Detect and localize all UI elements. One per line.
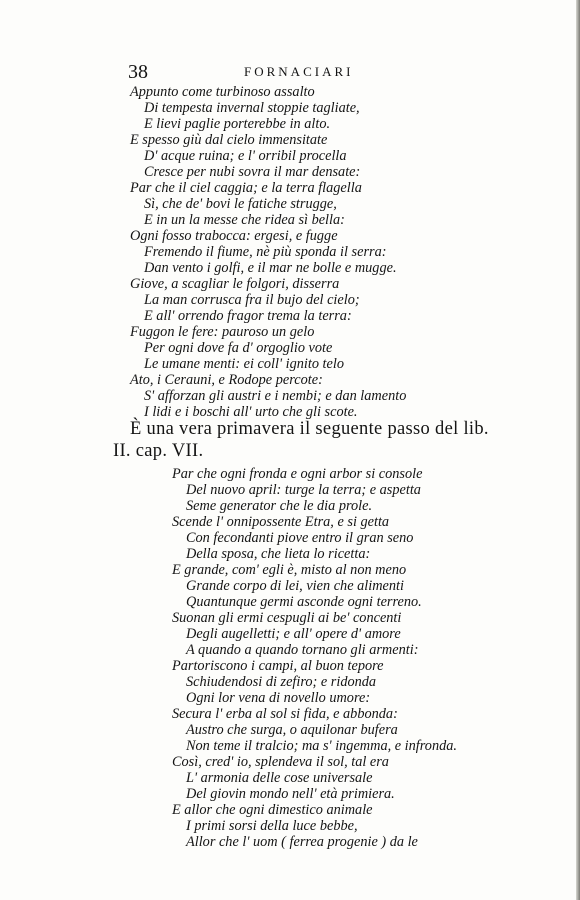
verse-line: Ogni fosso trabocca: ergesi, e fugge: [130, 228, 338, 244]
verse-line: Suonan gli ermi cespugli ai be' concenti: [172, 610, 402, 626]
verse-line: E lievi paglie porterebbe in alto.: [144, 116, 331, 132]
verse-line: Di tempesta invernal stoppie tagliate,: [144, 100, 360, 116]
verse-line: Scende l' onnipossente Etra, e si getta: [172, 514, 390, 530]
verse-line: I lidi e i boschi all' urto che gli scote.: [144, 404, 358, 420]
verse-line: Allor che l' uom ( ferrea progenie ) da le: [186, 834, 418, 850]
page-number: 38: [128, 61, 148, 83]
verse-line: Sì, che de' bovi le fatiche strugge,: [144, 196, 337, 212]
page-header: [0, 60, 580, 84]
verse-line: Appunto come turbinoso assalto: [130, 84, 315, 100]
verse-line: Per ogni dove fa d' orgoglio vote: [144, 340, 333, 356]
page-edge-shadow: [576, 0, 580, 900]
verse-line: Quantunque germi asconde ogni terreno.: [186, 594, 422, 610]
verse-line: D' acque ruina; e l' orribil procella: [144, 148, 347, 164]
prose-line: II. cap. VII.: [113, 441, 204, 461]
verse-line: Ato, i Cerauni, e Rodope percote:: [130, 372, 323, 388]
verse-line: Così, cred' io, splendeva il sol, tal era: [172, 754, 389, 770]
verse-line: Austro che surga, o aquilonar bufera: [186, 722, 398, 738]
verse-line: Partoriscono i campi, al buon tepore: [172, 658, 384, 674]
verse-line: Secura l' erba al sol si fida, e abbonda:: [172, 706, 398, 722]
verse-line: Grande corpo di lei, vien che alimenti: [186, 578, 404, 594]
verse-line: Le umane menti: ei coll' ignito telo: [144, 356, 344, 372]
verse-line: I primi sorsi della luce bebbe,: [186, 818, 358, 834]
verse-line: Con fecondanti piove entro il gran seno: [186, 530, 414, 546]
verse-line: A quando a quando tornano gli armenti:: [186, 642, 419, 658]
verse-line: Cresce per nubi sovra il mar densate:: [144, 164, 361, 180]
verse-line: Giove, a scagliar le folgori, disserra: [130, 276, 340, 292]
verse-line: Par che il ciel caggia; e la terra flagella: [130, 180, 362, 196]
verse-line: E all' orrendo fragor trema la terra:: [144, 308, 352, 324]
verse-line: Par che ogni fronda e ogni arbor si console: [172, 466, 423, 482]
verse-line: S' afforzan gli austri e i nembi; e dan lamento: [144, 388, 407, 404]
verse-line: Della sposa, che lieta lo ricetta:: [186, 546, 371, 562]
verse-line: Dan vento i golfi, e il mar ne bolle e mugge.: [144, 260, 397, 276]
running-title: FORNACIARI: [244, 64, 354, 79]
verse-line: Fremendo il fiume, nè più sponda il serra:: [144, 244, 387, 260]
verse-line: Degli augelletti; e all' opere d' amore: [186, 626, 401, 642]
verse-line: Seme generator che le dia prole.: [186, 498, 373, 514]
verse-line: Del giovin mondo nell' età primiera.: [186, 786, 395, 802]
verse-line: E spesso giù dal cielo immensitate: [130, 132, 328, 148]
verse-line: E grande, com' egli è, misto al non meno: [172, 562, 407, 578]
verse-line: La man corrusca fra il bujo del cielo;: [144, 292, 360, 308]
verse-line: Fuggon le fere: pauroso un gelo: [130, 324, 315, 340]
verse-line: E allor che ogni dimestico animale: [172, 802, 373, 818]
verse-line: Ogni lor vena di novello umore:: [186, 690, 371, 706]
verse-line: Schiudendosi di zefiro; e ridonda: [186, 674, 377, 690]
verse-line: Non teme il tralcio; ma s' ingemma, e infronda.: [186, 738, 457, 754]
verse-line: L' armonia delle cose universale: [186, 770, 373, 786]
verse-line: Del nuovo april: turge la terra; e aspetta: [186, 482, 421, 498]
prose-line: È una vera primavera il seguente passo del lib.: [130, 419, 489, 439]
verse-line: E in un la messe che ridea sì bella:: [144, 212, 345, 228]
